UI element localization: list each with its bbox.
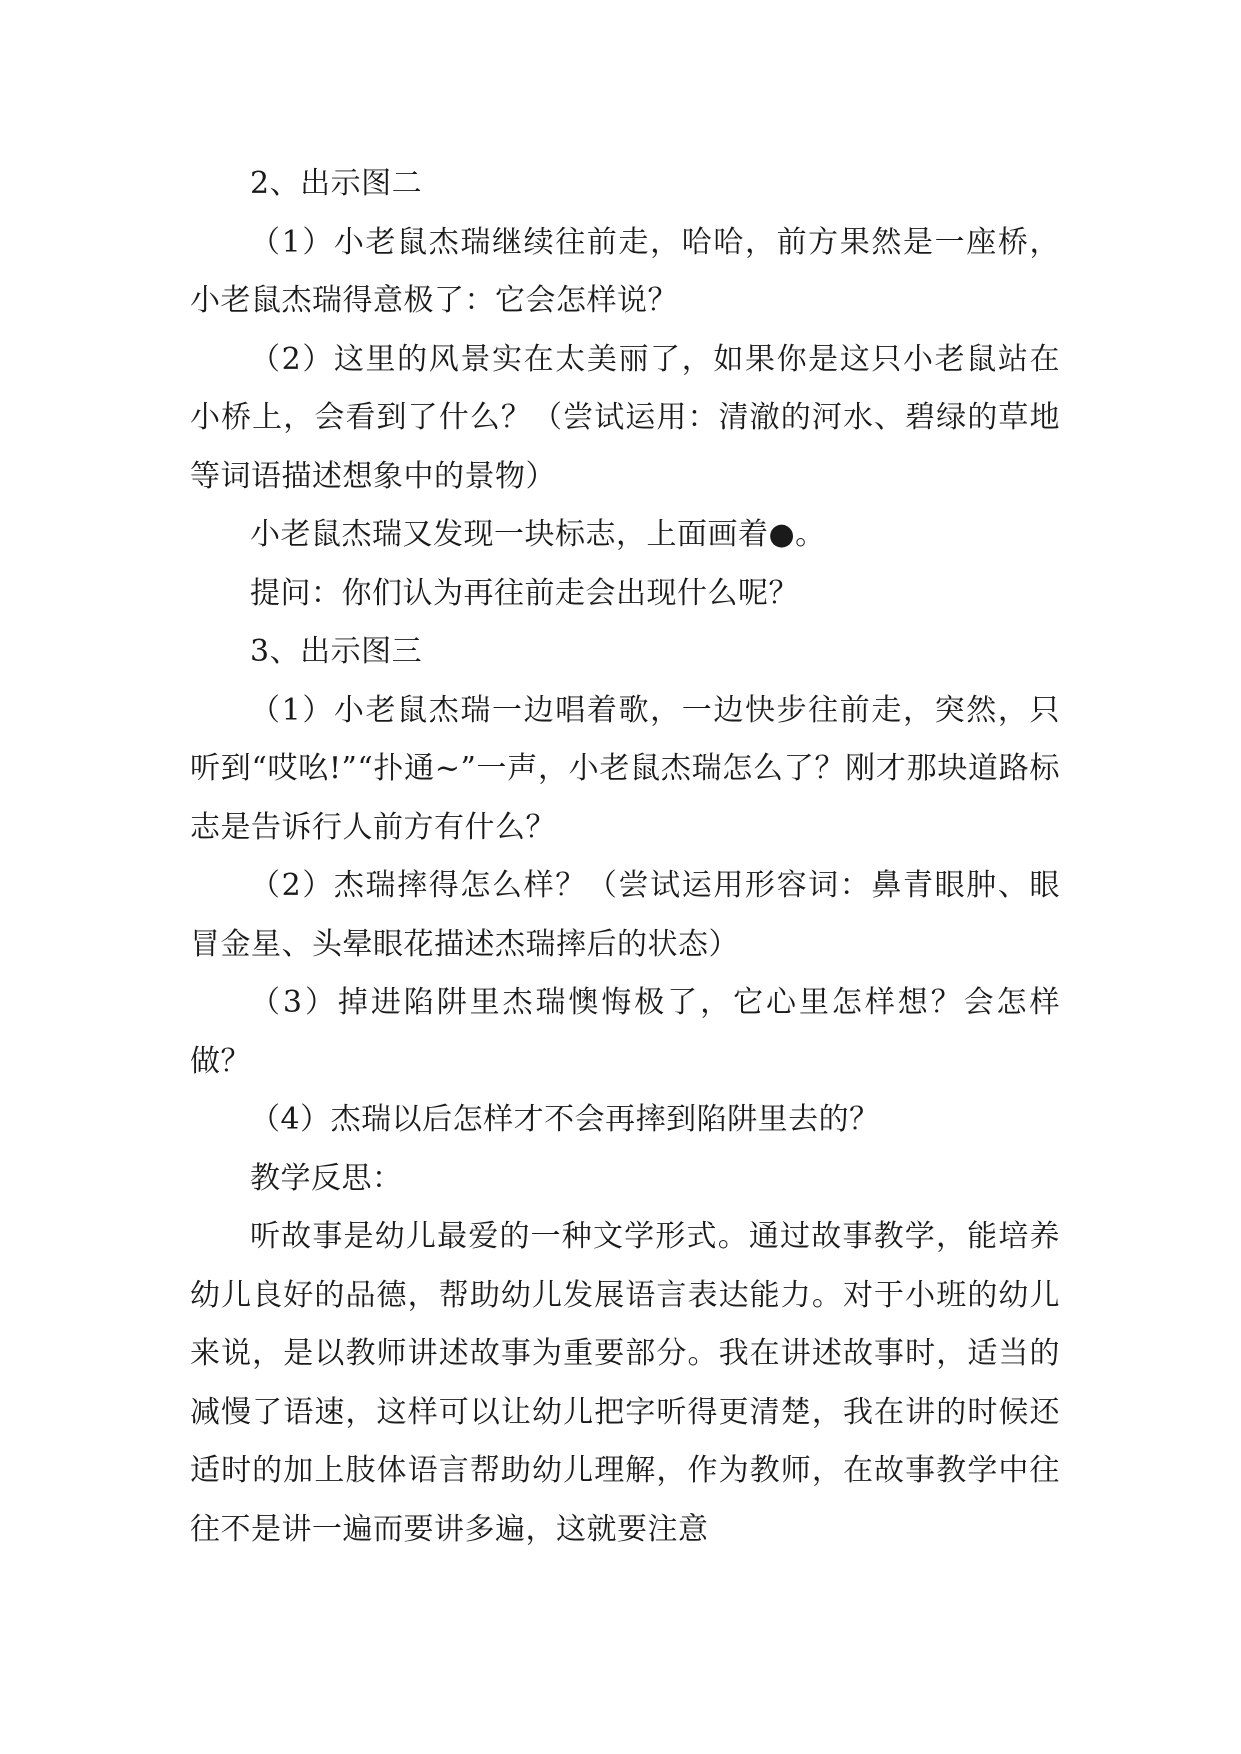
paragraph-3-4: （4）杰瑞以后怎样才不会再摔到陷阱里去的？: [250, 1102, 880, 1137]
paragraph-2-2: （2）这里的风景实在太美丽了，如果你是这只小老鼠站在小桥上，会看到了什么？（尝试运用：清澈的河水、碧绿的草地等词语描述想象中的景物）: [190, 341, 1060, 494]
document-body: [190, 155, 1060, 1559]
paragraph-3-2: （2）杰瑞摔得怎么样？（尝试运用形容词：鼻青眼肿、眼冒金星、头晕眼花描述杰瑞摔后的状态）: [190, 868, 1060, 962]
paragraph-3-1: （1）小老鼠杰瑞一边唱着歌，一边快步往前走，突然，只听到“哎吆!”“扑通~”一声，小老鼠杰瑞怎么了？刚才那块道路标志是告诉行人前方有什么？: [190, 692, 1060, 845]
paragraph-sign: 小老鼠杰瑞又发现一块标志，上面画着●。: [250, 517, 826, 552]
paragraph-question: 提问：你们认为再往前走会出现什么呢？: [250, 575, 799, 611]
section-heading-figure-3: 3、出示图三: [250, 634, 423, 669]
section-heading-reflection: 教学反思：: [250, 1160, 403, 1196]
section-heading-figure-2: 2、出示图二: [250, 166, 423, 201]
paragraph-reflection: 听故事是幼儿最爱的一种文学形式。通过故事教学，能培养幼儿良好的品德，帮助幼儿发展语言表达能力。对于小班的幼儿来说，是以教师讲述故事为重要部分。我在讲述故事时，适当的减慢了语速，这样可以让幼儿把字听得更清楚，我在讲的时候还适时的加上肢体语言帮助幼儿理解，作为教师，在故事教学中往往不是讲一遍而要讲多遍，这就要注意: [190, 1219, 1060, 1547]
paragraph-3-3: （3）掉进陷阱里杰瑞懊悔极了，它心里怎样想？会怎样做？: [190, 985, 1060, 1079]
paragraph-2-1: （1）小老鼠杰瑞继续往前走，哈哈，前方果然是一座桥，小老鼠杰瑞得意极了：它会怎样说？: [190, 224, 1060, 318]
